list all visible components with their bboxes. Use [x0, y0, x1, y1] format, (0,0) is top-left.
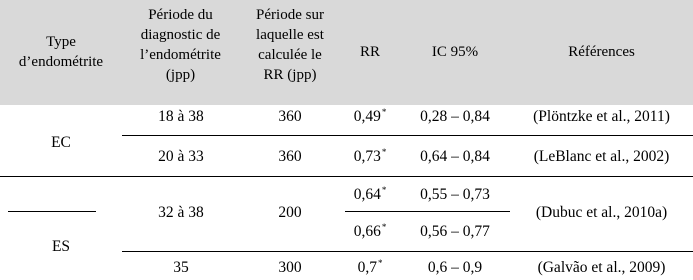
header-type: Type d’endométrite	[18, 34, 104, 70]
header-rr: RR	[359, 44, 380, 60]
table-cell-reference: (Plöntzke et al., 2011)	[533, 108, 670, 125]
table-cell-ci: 0,56 – 0,77	[420, 223, 490, 240]
table-cell-rr	[340, 107, 400, 127]
table-cell-diagnosis-period: 20 à 33	[158, 148, 204, 165]
row-divider	[122, 135, 693, 136]
table-cell-diagnosis-period: 32 à 38	[158, 204, 204, 221]
table-cell-rr-period: 200	[278, 204, 302, 221]
significance-mark: *	[381, 106, 387, 117]
table-cell-rr-period: 360	[278, 148, 302, 165]
header-ci: IC 95%	[431, 44, 479, 60]
table-cell-rr	[340, 185, 400, 205]
table-cell-ci: 0,6 – 0,9	[427, 259, 483, 276]
table-cell-diagnosis-period: 35	[173, 259, 189, 276]
table-cell-ci: 0,28 – 0,84	[420, 108, 490, 125]
table-cell-reference: (LeBlanc et al., 2002)	[533, 148, 670, 165]
rr-value: 0,49	[353, 108, 381, 125]
row-divider	[0, 176, 693, 177]
header-rr-period: Période sur laquelle est calculée le RR (jpp)	[256, 7, 324, 83]
table-cell-reference: (Dubuc et al., 2010a)	[535, 204, 668, 221]
table-cell-rr-period: 360	[278, 108, 302, 125]
significance-mark: *	[381, 146, 387, 157]
group-label-ec: EC	[51, 134, 71, 151]
header-diagnosis-period: Période du diagnostic de l’endométrite (jpp)	[140, 7, 221, 83]
rr-value: 0,64	[353, 186, 381, 203]
header-references: Références	[568, 44, 635, 60]
significance-mark: *	[377, 257, 383, 268]
table-cell-rr-period: 300	[278, 259, 302, 276]
table-cell-rr	[340, 222, 400, 242]
table-cell-reference: (Galvão et al., 2009)	[537, 259, 666, 276]
table-cell-ci: 0,64 – 0,84	[420, 148, 490, 165]
rr-value: 0,7	[357, 259, 377, 276]
row-divider	[122, 251, 693, 252]
group-label-es: ES	[51, 238, 71, 255]
table-cell-diagnosis-period: 18 à 38	[158, 108, 204, 125]
row-divider	[8, 211, 96, 212]
row-divider	[345, 211, 510, 212]
significance-mark: *	[381, 221, 387, 232]
table-cell-rr	[340, 147, 400, 167]
significance-mark: *	[381, 184, 387, 195]
rr-value: 0,66	[353, 223, 381, 240]
table-cell-rr	[340, 258, 400, 278]
rr-value: 0,73	[353, 148, 381, 165]
table-cell-ci: 0,55 – 0,73	[420, 186, 490, 203]
